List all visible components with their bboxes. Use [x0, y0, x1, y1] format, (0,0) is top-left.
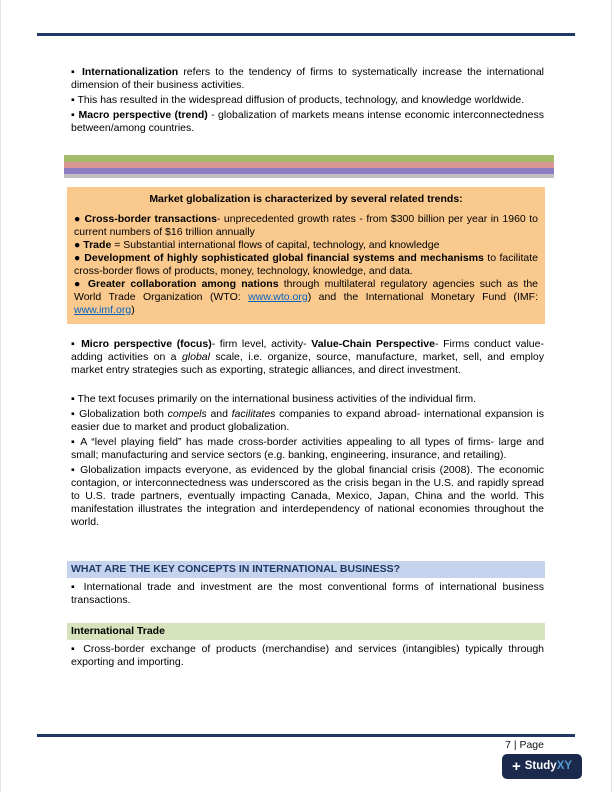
text-run: ● — [74, 251, 85, 264]
page-content — [71, 66, 544, 671]
text-run: Internationalization — [81, 66, 179, 78]
text-run: scale, i.e. organize, source, manufacture, market, sell, and employ market entry strategies such as exporting, strategic alliances, and direct investment. — [71, 350, 544, 376]
text-run: and — [206, 407, 232, 420]
decorative-stripe-band — [64, 155, 554, 178]
body-bullets-group — [71, 393, 544, 529]
text-run: - globalization of markets means intense economic interconnectedness between/among countries. — [71, 109, 545, 134]
text-run: ▪ International trade and investment are the most conventional forms of international business transactions. — [71, 580, 544, 606]
text-run: ● — [74, 238, 84, 251]
text-run: ▪ This has resulted in the widespread diffusion of products, technology, and knowledge worldwide. — [71, 94, 525, 106]
key-concepts-heading: WHAT ARE THE KEY CONCEPTS IN INTERNATIONAL BUSINESS? — [67, 561, 545, 578]
text-run: Macro perspective (trend) — [78, 109, 208, 121]
stripe-gray — [64, 174, 554, 178]
trends-bullet-trade — [74, 239, 538, 252]
bullet-compels-facilitates — [71, 408, 544, 434]
text-run: Value-Chain Perspective — [311, 337, 435, 350]
text-run: ▪ Globalization both — [71, 407, 168, 420]
text-run: = Substantial international flows of capital, technology, and knowledge — [111, 238, 440, 251]
text-run: - firm level, activity- — [211, 337, 312, 350]
text-run: refers to the tendency of firms to systematically increase the international dimension of their business activities. — [71, 66, 544, 91]
text-run: ▪ — [71, 109, 79, 121]
text-run: ▪ Cross-border exchange of products (merchandise) and services (intangibles) typically through exporting and importing. — [71, 642, 544, 668]
stripe-green — [64, 155, 554, 162]
text-run: global — [181, 350, 210, 363]
trends-bullet-cross-border — [74, 213, 538, 239]
text-run: Greater collaboration among nations — [87, 277, 279, 290]
hyperlink[interactable]: www.imf.org — [74, 303, 132, 316]
paragraph-cross-border-exchange — [71, 643, 544, 669]
hyperlink[interactable]: www.wto.org — [248, 290, 308, 303]
page-number: 7 | Page — [505, 739, 544, 751]
text-run: facilitates — [231, 407, 276, 420]
text-run: ▪ A “level playing field” has made cross-border activities appealing to all types of firms- large and small; manufacturing and service sectors (e.g. banking, engineering, insurance, and retailing). — [71, 435, 544, 461]
text-run: compels — [167, 407, 207, 420]
bullet-globalization-impacts — [71, 464, 544, 529]
text-run: ▪ The text focuses primarily on the international business activities of the individual firm. — [71, 392, 477, 405]
text-run: ▪ Globalization impacts everyone, as evidenced by the global financial crisis (2008). The economic contagion, or interconnectedness was underscored as the crisis began in the U.S. and rapidly spread to U.S. trade partners, eventually impacting Canada, Mexico, Japan, China and the world. This manifestation illustrates the integration and interdependency of national economies throughout the world. — [71, 463, 544, 528]
text-run: Trade — [83, 238, 112, 251]
studyxy-logo[interactable] — [502, 754, 582, 779]
trends-box-title: Market globalization is characterized by several related trends: — [149, 192, 463, 205]
text-run: Cross-border transactions — [84, 212, 217, 225]
text-run: ● — [74, 277, 88, 290]
trends-bullet-collaboration — [74, 278, 538, 317]
text-run: to facilitate cross-border flows of products, money, technology, knowledge, and data. — [74, 251, 538, 277]
text-run: ▪ — [71, 66, 82, 78]
logo-brand: Study — [524, 760, 557, 772]
text-run: Development of highly sophisticated global financial systems and mechanisms — [84, 251, 484, 264]
international-trade-heading: International Trade — [67, 623, 545, 640]
text-run: - unprecedented growth rates - from $300 billion per year in 1960 to current numbers of $16 trillion annually — [74, 212, 539, 238]
paragraph-micro-perspective — [71, 338, 544, 377]
text-run: Micro perspective (focus) — [81, 337, 212, 350]
bullet-text-focus — [71, 393, 544, 406]
plus-icon: + — [511, 758, 521, 775]
logo-brand-accent: XY — [556, 760, 573, 772]
logo-text — [525, 760, 572, 773]
text-run: ) — [131, 303, 135, 316]
bottom-horizontal-rule — [37, 734, 575, 737]
paragraph-diffusion — [71, 94, 544, 107]
text-run: through multilateral regulatory agencies such as the World Trade Organization (WTO: — [74, 277, 538, 303]
top-horizontal-rule — [37, 33, 575, 36]
bullet-level-playing-field — [71, 436, 544, 462]
text-run: ▪ — [71, 337, 82, 350]
text-run: - Firms conduct value-adding activities on a — [71, 337, 544, 363]
paragraph-macro-perspective — [71, 109, 544, 135]
text-run: ) and the International Monetary Fund (IMF: — [307, 290, 539, 303]
market-globalization-trends-box — [67, 187, 545, 324]
paragraph-internationalization — [71, 66, 544, 92]
text-run: companies to expand abroad- international expansion is easier due to market and product globalization. — [71, 407, 544, 433]
trends-bullet-financial-systems — [74, 252, 538, 278]
text-run: ● — [74, 212, 85, 225]
paragraph-trade-investment — [71, 581, 544, 607]
